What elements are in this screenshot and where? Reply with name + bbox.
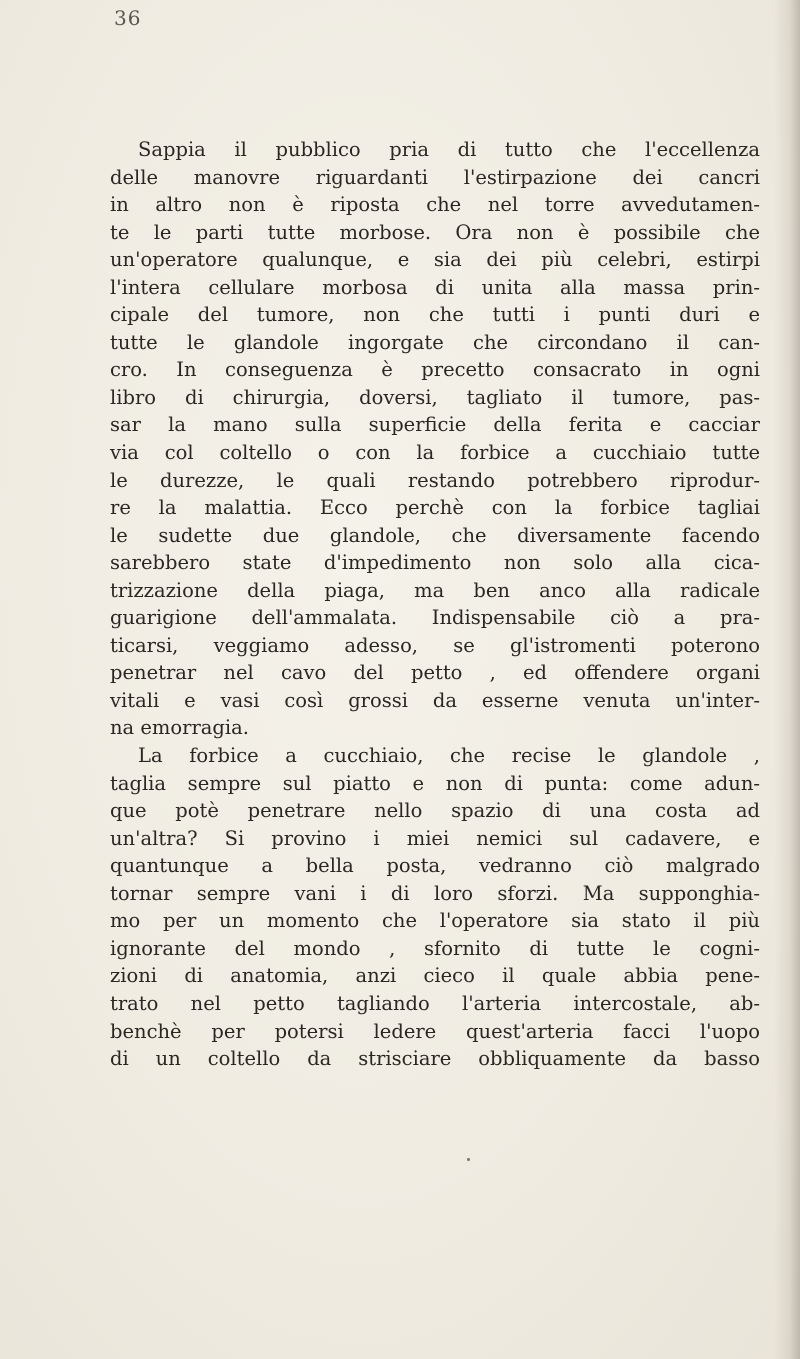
- text-line: sarebbero state d'impedimento non solo alla cica-: [110, 551, 760, 575]
- text-line: le durezze, le quali restando potrebbero riprodur-: [110, 468, 760, 492]
- text-line: te le parti tutte morbose. Ora non è possibile che: [110, 220, 760, 244]
- text-line: ticarsi, veggiamo adesso, se gl'istromenti poterono: [110, 633, 760, 657]
- text-line: un'operatore qualunque, e sia dei più celebri, estirpi: [110, 248, 760, 272]
- text-line: tornar sempre vani i di loro sforzi. Ma supponghia-: [110, 881, 760, 905]
- text-line: sar la mano sulla superficie della ferita e cacciar: [110, 413, 760, 437]
- text-line: penetrar nel cavo del petto , ed offendere organi: [110, 661, 760, 685]
- page-number: 36: [114, 6, 142, 30]
- text-line: in altro non è riposta che nel torre avvedutamen-: [110, 193, 760, 217]
- text-line: via col coltello o con la forbice a cucchiaio tutte: [110, 441, 760, 465]
- text-line: re la malattia. Ecco perchè con la forbice tagliai: [110, 496, 760, 520]
- text-line: trizzazione della piaga, ma ben anco alla radicale: [110, 578, 760, 602]
- text-line: l'intera cellulare morbosa di unita alla massa prin-: [110, 275, 760, 299]
- text-line: libro di chirurgia, doversi, tagliato il tumore, pas-: [110, 385, 760, 409]
- text-line: cipale del tumore, non che tutti i punti duri e: [110, 303, 760, 327]
- text-line: na emorragia.: [110, 716, 249, 740]
- text-line: quantunque a bella posta, vedranno ciò malgrado: [110, 854, 760, 878]
- text-line: cro. In conseguenza è precetto consacrato in ogni: [110, 358, 760, 382]
- page-edge-shadow: [774, 0, 800, 1359]
- text-line: mo per un momento che l'operatore sia stato il più: [110, 909, 760, 933]
- text-line: trato nel petto tagliando l'arteria intercostale, ab-: [110, 991, 760, 1015]
- text-line: guarigione dell'ammalata. Indispensabile ciò a pra-: [110, 606, 760, 630]
- body-text: [110, 136, 760, 1073]
- text-line: Sappia il pubblico pria di tutto che l'eccellenza: [138, 138, 760, 161]
- text-line: tutte le glandole ingorgate che circondano il can-: [110, 330, 760, 354]
- text-line: le sudette due glandole, che diversamente facendo: [110, 523, 760, 547]
- text-line: vitali e vasi così grossi da esserne venuta un'inter-: [110, 688, 760, 712]
- text-line: que potè penetrare nello spazio di una costa ad: [110, 799, 760, 823]
- paper-speck: [467, 1158, 470, 1161]
- text-line: zioni di anatomia, anzi cieco il quale abbia pene-: [110, 964, 760, 988]
- text-line: un'altra? Si provino i miei nemici sul cadavere, e: [110, 826, 760, 850]
- text-line: delle manovre riguardanti l'estirpazione dei cancri: [110, 165, 760, 189]
- text-line: di un coltello da strisciare obbliquamente da basso: [110, 1047, 760, 1071]
- text-line: taglia sempre sul piatto e non di punta: come adun-: [110, 771, 760, 795]
- text-line: benchè per potersi ledere quest'arteria facci l'uopo: [110, 1019, 760, 1043]
- text-line: La forbice a cucchiaio, che recise le glandole ,: [138, 744, 760, 768]
- text-line: ignorante del mondo , sfornito di tutte le cogni-: [110, 936, 760, 960]
